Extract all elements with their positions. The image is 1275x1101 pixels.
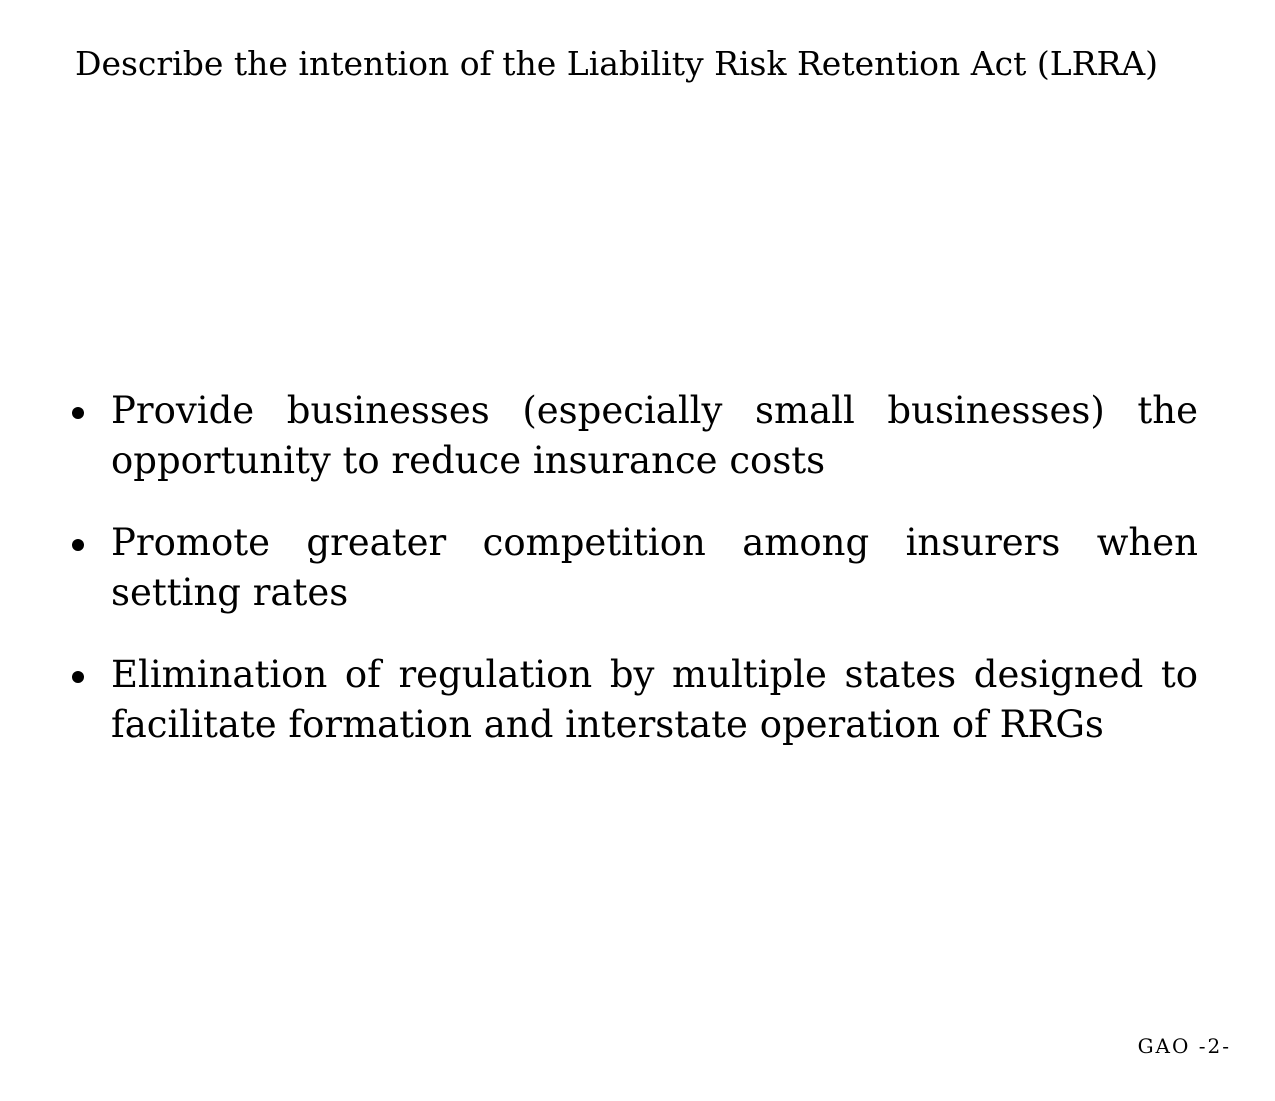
bullet-list: [68, 386, 1198, 782]
page-title: Describe the intention of the Liability Risk Retention Act (LRRA): [75, 44, 1159, 83]
page-footer: GAO -2-: [1137, 1034, 1231, 1058]
bullet-icon: [72, 407, 84, 419]
list-item: [68, 650, 1198, 750]
bullet-icon: [72, 671, 84, 683]
list-item: [68, 518, 1198, 618]
bullet-text: Promote greater competition among insurers when setting rates: [111, 521, 1198, 614]
bullet-text: Provide businesses (especially small businesses) the opportunity to reduce insurance costs: [111, 389, 1198, 482]
bullet-text: Elimination of regulation by multiple states designed to facilitate formation and interstate operation of RRGs: [111, 653, 1198, 746]
bullet-icon: [72, 539, 84, 551]
list-item: [68, 386, 1198, 486]
